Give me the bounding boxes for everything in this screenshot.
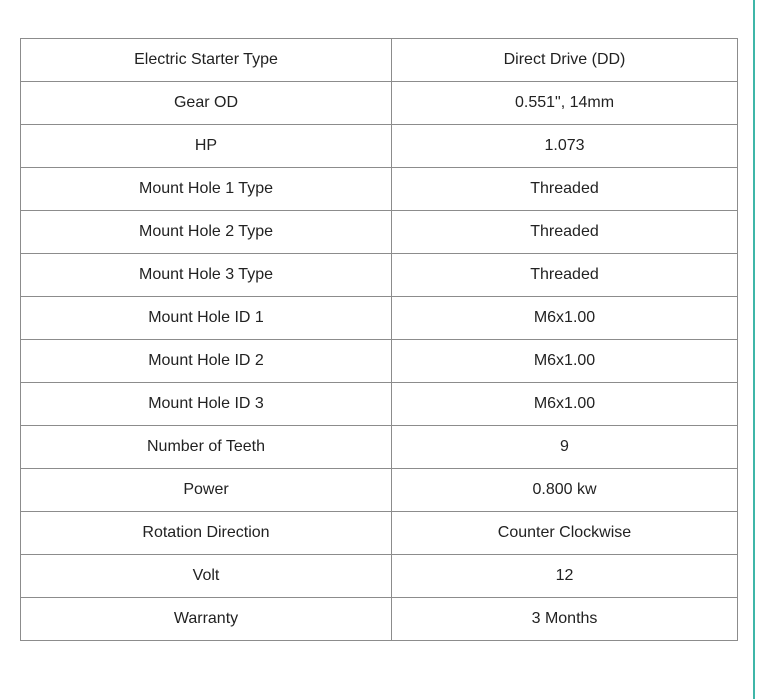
spec-label: Mount Hole ID 1 [21,297,392,340]
table-row [21,512,738,555]
spec-value: M6x1.00 [392,383,738,426]
spec-label: Power [21,469,392,512]
spec-value: Direct Drive (DD) [392,39,738,82]
table-row [21,383,738,426]
spec-label: Mount Hole 1 Type [21,168,392,211]
table-row [21,469,738,512]
spec-value: 12 [392,555,738,598]
spec-value: 1.073 [392,125,738,168]
spec-label: Rotation Direction [21,512,392,555]
spec-label: Mount Hole 2 Type [21,211,392,254]
spec-label: Electric Starter Type [21,39,392,82]
table-row [21,340,738,383]
table-row [21,254,738,297]
spec-value: 9 [392,426,738,469]
spec-label: Volt [21,555,392,598]
spec-value: Counter Clockwise [392,512,738,555]
table-row [21,82,738,125]
table-row [21,555,738,598]
specifications-table [20,38,738,641]
spec-label: Number of Teeth [21,426,392,469]
spec-label: HP [21,125,392,168]
spec-label: Mount Hole ID 3 [21,383,392,426]
spec-label: Warranty [21,598,392,641]
table-row [21,211,738,254]
table-row [21,168,738,211]
table-row [21,598,738,641]
specifications-table-body [21,39,738,641]
spec-label: Mount Hole 3 Type [21,254,392,297]
spec-value: 3 Months [392,598,738,641]
spec-value: M6x1.00 [392,340,738,383]
spec-value: Threaded [392,254,738,297]
spec-value: Threaded [392,211,738,254]
table-row [21,426,738,469]
spec-value: 0.551", 14mm [392,82,738,125]
spec-label: Mount Hole ID 2 [21,340,392,383]
table-row [21,125,738,168]
spec-value: M6x1.00 [392,297,738,340]
spec-value: Threaded [392,168,738,211]
spec-value: 0.800 kw [392,469,738,512]
table-row [21,297,738,340]
table-row [21,39,738,82]
spec-label: Gear OD [21,82,392,125]
